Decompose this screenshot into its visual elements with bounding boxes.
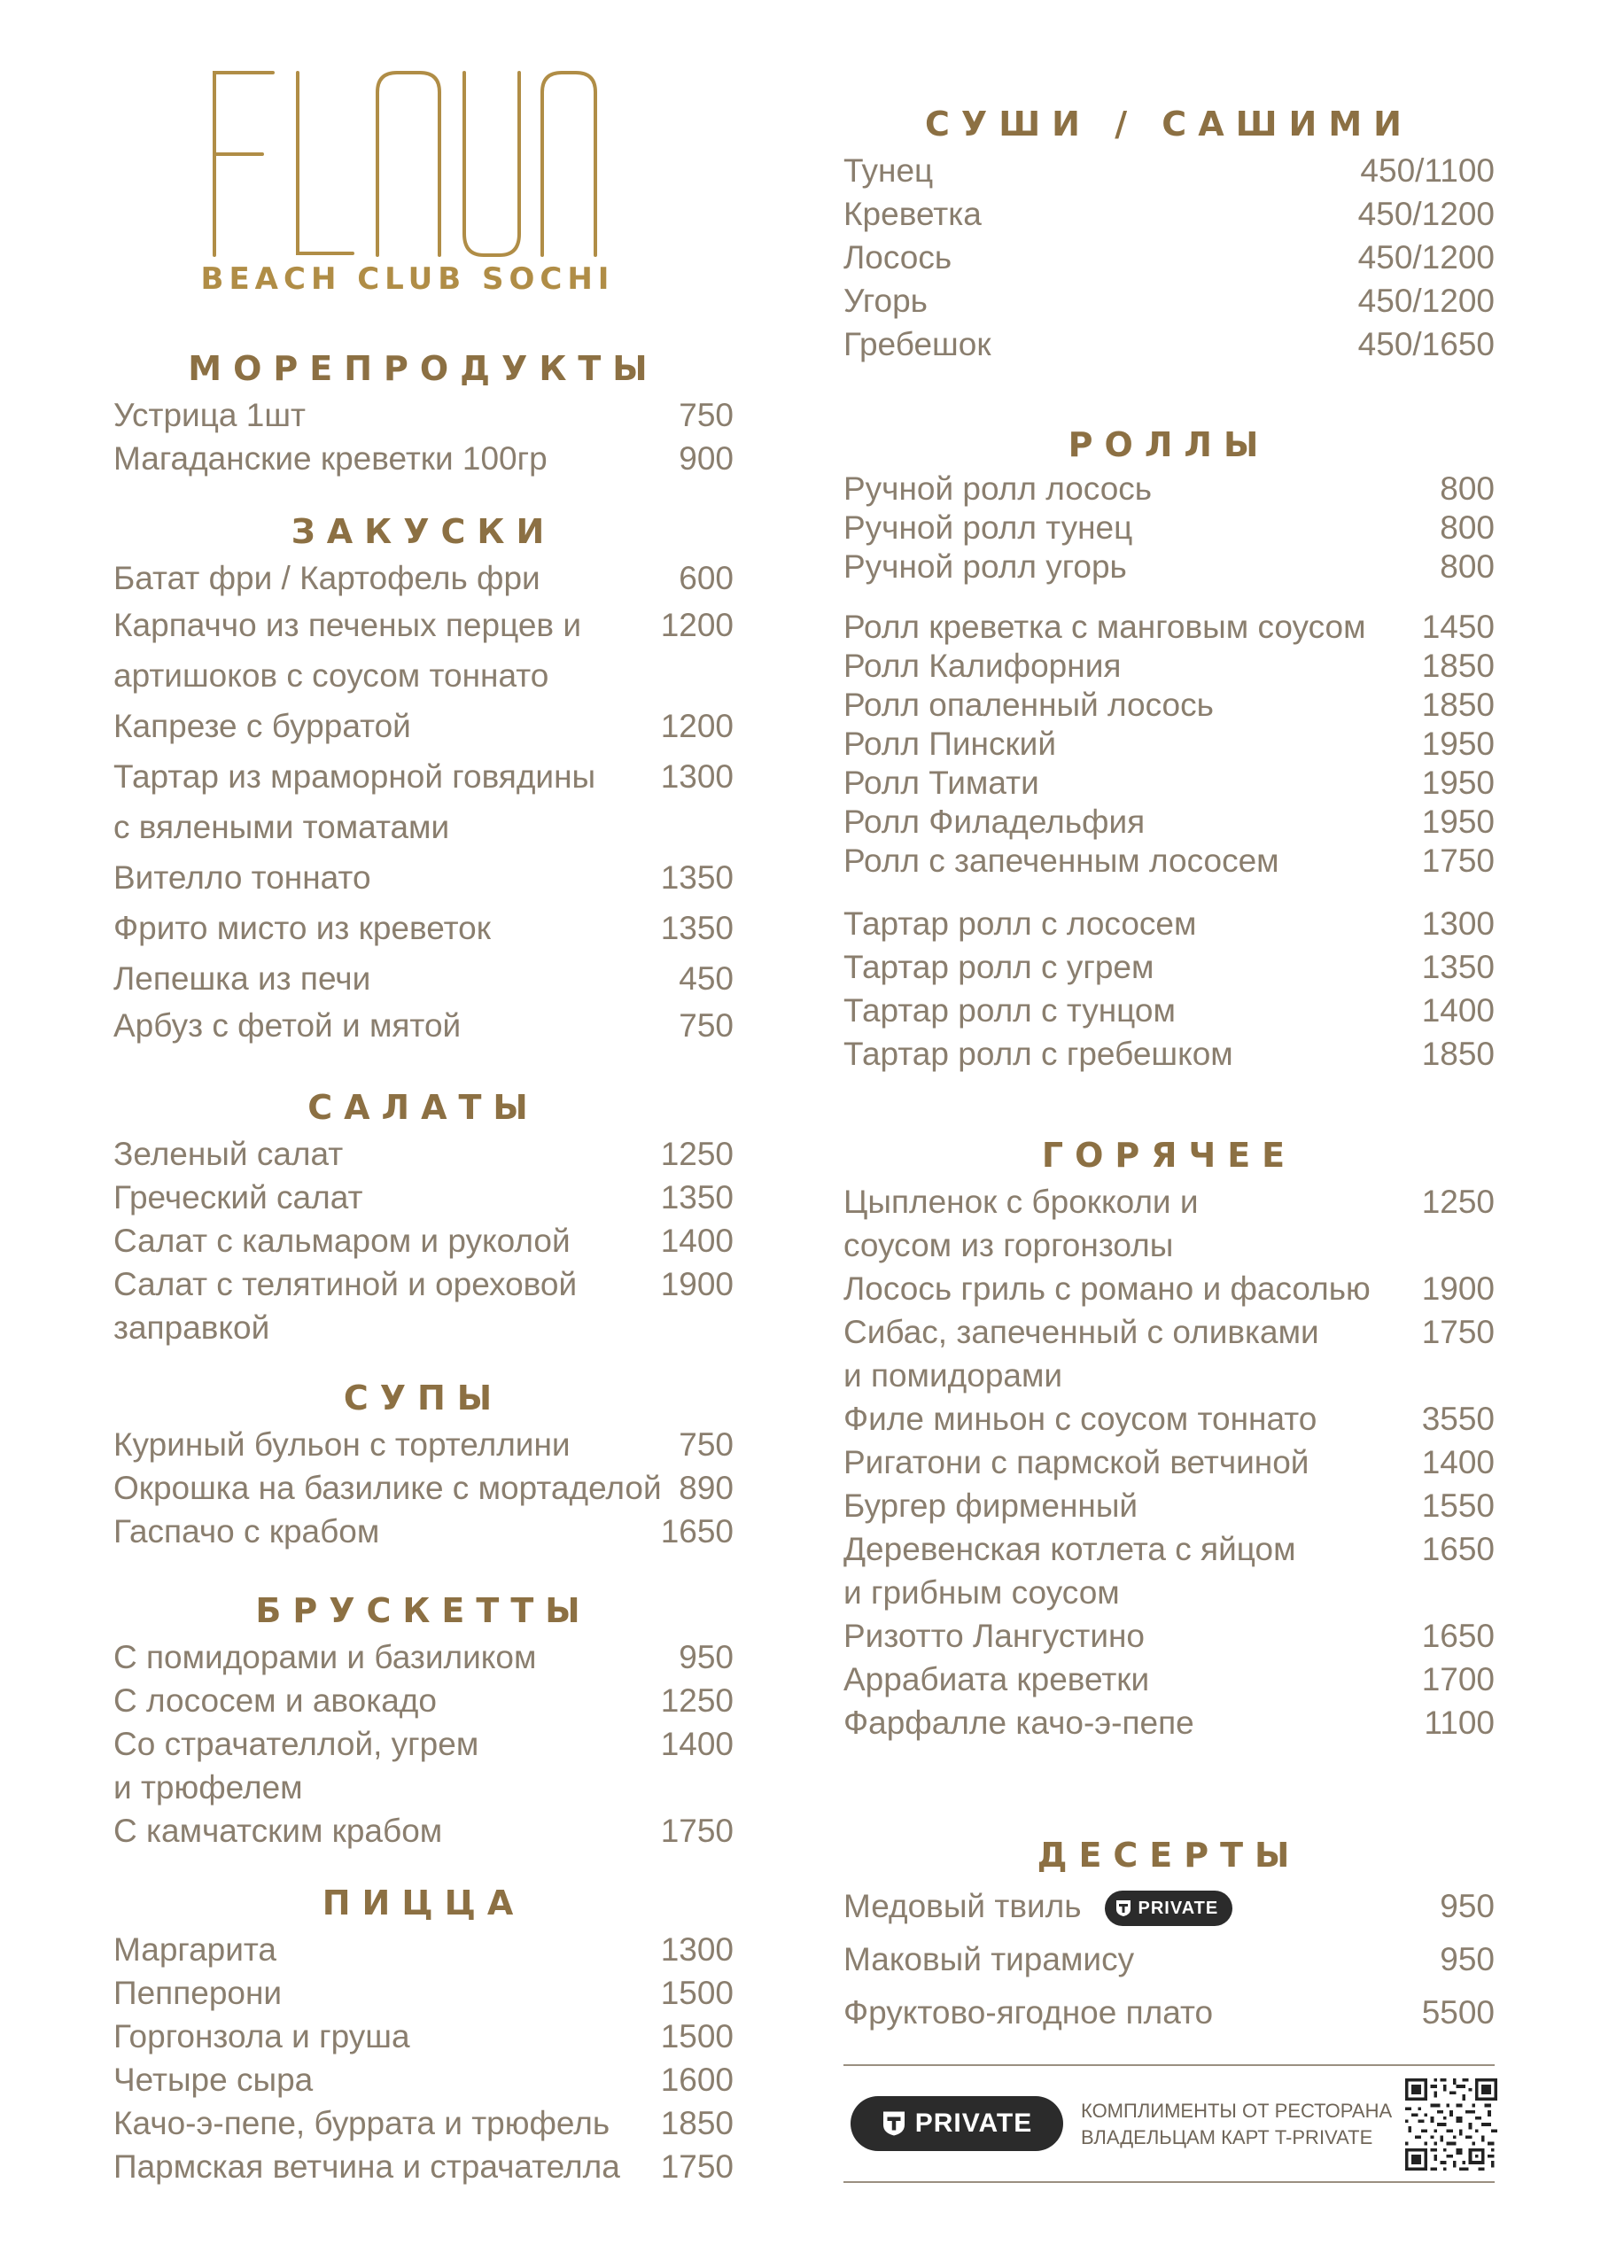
section-title: ЗАКУСКИ	[291, 512, 556, 551]
menu-item: Маргарита 1300	[113, 1931, 734, 1968]
menu-item: Тартар ролл с тунцом 1400	[843, 992, 1495, 1029]
menu-item: С помидорами и базиликом 950	[113, 1639, 734, 1675]
section-desserts	[843, 1836, 1495, 2039]
section-title: ДЕСЕРТЫ	[1037, 1836, 1302, 1875]
section-title: ГОРЯЧЕЕ	[1041, 1136, 1297, 1175]
menu-item: Ролл Калифорния 1850	[843, 648, 1495, 684]
menu-item: Тартар ролл с лососем 1300	[843, 905, 1495, 942]
menu-item: Гаспачо с крабом 1650	[113, 1513, 734, 1550]
t-private-logo: PRIVATE	[851, 2096, 1063, 2151]
menu-item: Ручной ролл тунец 800	[843, 509, 1495, 546]
section-hot-dishes	[843, 1136, 1495, 1744]
menu-item: Устрица 1шт 750	[113, 397, 734, 433]
private-badge: PRIVATE	[1105, 1891, 1233, 1926]
t-private-footer	[843, 2064, 1495, 2183]
menu-item: Маковый тирамису 950	[843, 1941, 1495, 1977]
menu-item: Тартар ролл с гребешком 1850	[843, 1036, 1495, 1072]
flava-logo	[211, 67, 601, 258]
menu-item: Зеленый салат 1250	[113, 1136, 734, 1172]
menu-item: Ролл опаленный лосось 1850	[843, 687, 1495, 723]
section-bruschetta	[113, 1591, 734, 1852]
logo-subtitle: BEACH CLUB SOCHI	[200, 261, 615, 297]
menu-item: Греческий салат 1350	[113, 1179, 734, 1216]
menu-item: Куриный бульон с тортеллини 750	[113, 1426, 734, 1463]
menu-item: Ригатони с пармской ветчиной 1400	[843, 1444, 1495, 1480]
menu-item: Капрезе с бурратой 1200	[113, 708, 734, 744]
qr-code[interactable]	[1405, 2078, 1497, 2171]
menu-item: Вителло тоннато 1350	[113, 859, 734, 896]
menu-item: Ролл Пинский 1950	[843, 726, 1495, 762]
section-rolls	[843, 425, 1495, 1076]
menu-item: Батат фри / Картофель фри 600	[113, 560, 734, 596]
menu-item: Тартар из мраморной говядины с вялеными томатами 1300	[113, 758, 734, 845]
menu-item: Креветка 450/1200	[843, 196, 1495, 232]
section-seafood	[113, 349, 734, 480]
menu-item: Фрито мисто из креветок 1350	[113, 910, 734, 946]
menu-item: Арбуз с фетой и мятой 750	[113, 1007, 734, 1044]
compliment-note: КОМПЛИМЕНТЫ ОТ РЕСТОРАНА ВЛАДЕЛЬЦАМ КАРТ T-PRIVATE	[1081, 2100, 1393, 2148]
menu-item: Качо-э-пепе, буррата и трюфель 1850	[113, 2105, 734, 2141]
menu-item: Ролл креветка с манговым соусом 1450	[843, 609, 1495, 645]
menu-item: Ручной ролл угорь 800	[843, 548, 1495, 585]
section-title: РОЛЛЫ	[1068, 425, 1270, 464]
section-title: МОРЕПРОДУКТЫ	[188, 349, 659, 388]
menu-item: Ролл Филадельфия 1950	[843, 804, 1495, 840]
section-title: СУПЫ	[343, 1379, 504, 1418]
menu-item: Тунец 450/1100	[843, 152, 1495, 189]
section-salads	[113, 1088, 734, 1349]
menu-item: Лосось гриль с романо и фасолью 1900	[843, 1270, 1495, 1307]
menu-item: Пармская ветчина и страчателла 1750	[113, 2148, 734, 2185]
section-starters	[113, 512, 734, 1047]
menu-item: Пепперони 1500	[113, 1975, 734, 2011]
menu-item: Ролл с запеченным лососем 1750	[843, 843, 1495, 879]
menu-item: Сибас, запеченный с оливками и помидорами 1750	[843, 1314, 1495, 1394]
menu-item: Со страчателлой, угрем и трюфелем 1400	[113, 1726, 734, 1806]
section-pizza	[113, 1884, 734, 2188]
menu-item: Медовый твиль PRIVATE 950	[843, 1880, 1495, 1933]
section-soups	[113, 1379, 734, 1553]
section-title: САЛАТЫ	[307, 1088, 540, 1127]
menu-item: Лосось 450/1200	[843, 239, 1495, 276]
menu-item: Салат с кальмаром и руколой 1400	[113, 1223, 734, 1259]
menu-item: Цыпленок с брокколи и соусом из горгонзолы 1250	[843, 1184, 1495, 1263]
menu-item: Салат с телятиной и ореховой заправкой 1900	[113, 1266, 734, 1346]
menu-item: Окрошка на базилике с мортаделой 890	[113, 1470, 734, 1506]
section-title: СУШИ / САШИМИ	[925, 105, 1413, 144]
menu-item: Фруктово-ягодное плато 5500	[843, 1994, 1495, 2031]
section-title: ПИЦЦА	[322, 1884, 525, 1922]
t-shield-icon	[1115, 1899, 1131, 1917]
menu-item: Четыре сыра 1600	[113, 2062, 734, 2098]
menu-item: Аррабиата креветки 1700	[843, 1661, 1495, 1697]
t-shield-icon	[882, 2110, 906, 2137]
menu-item: Лепешка из печи 450	[113, 960, 734, 997]
menu-item: Ризотто Лангустино 1650	[843, 1618, 1495, 1654]
menu-item: Тартар ролл с угрем 1350	[843, 949, 1495, 985]
menu-item: Горгонзола и груша 1500	[113, 2018, 734, 2054]
menu-item: Магаданские креветки 100гр 900	[113, 440, 734, 477]
section-sushi-sashimi	[843, 105, 1495, 366]
menu-item: Гребешок 450/1650	[843, 326, 1495, 362]
section-title: БРУСКЕТТЫ	[255, 1591, 592, 1630]
menu-item: Ролл Тимати 1950	[843, 765, 1495, 801]
menu-item: Бургер фирменный 1550	[843, 1487, 1495, 1524]
menu-item: Фарфалле качо-э-пепе 1100	[843, 1705, 1495, 1741]
menu-item: Деревенская котлета с яйцом и грибным соусом 1650	[843, 1531, 1495, 1611]
menu-item: Ручной ролл лосось 800	[843, 470, 1495, 507]
menu-item: С камчатским крабом 1750	[113, 1813, 734, 1849]
menu-item: Карпаччо из печеных перцев и артишоков с соусом тоннато 1200	[113, 607, 734, 694]
menu-item: С лососем и авокадо 1250	[113, 1682, 734, 1719]
menu-item: Филе миньон с соусом тоннато 3550	[843, 1401, 1495, 1437]
menu-item: Угорь 450/1200	[843, 283, 1495, 319]
